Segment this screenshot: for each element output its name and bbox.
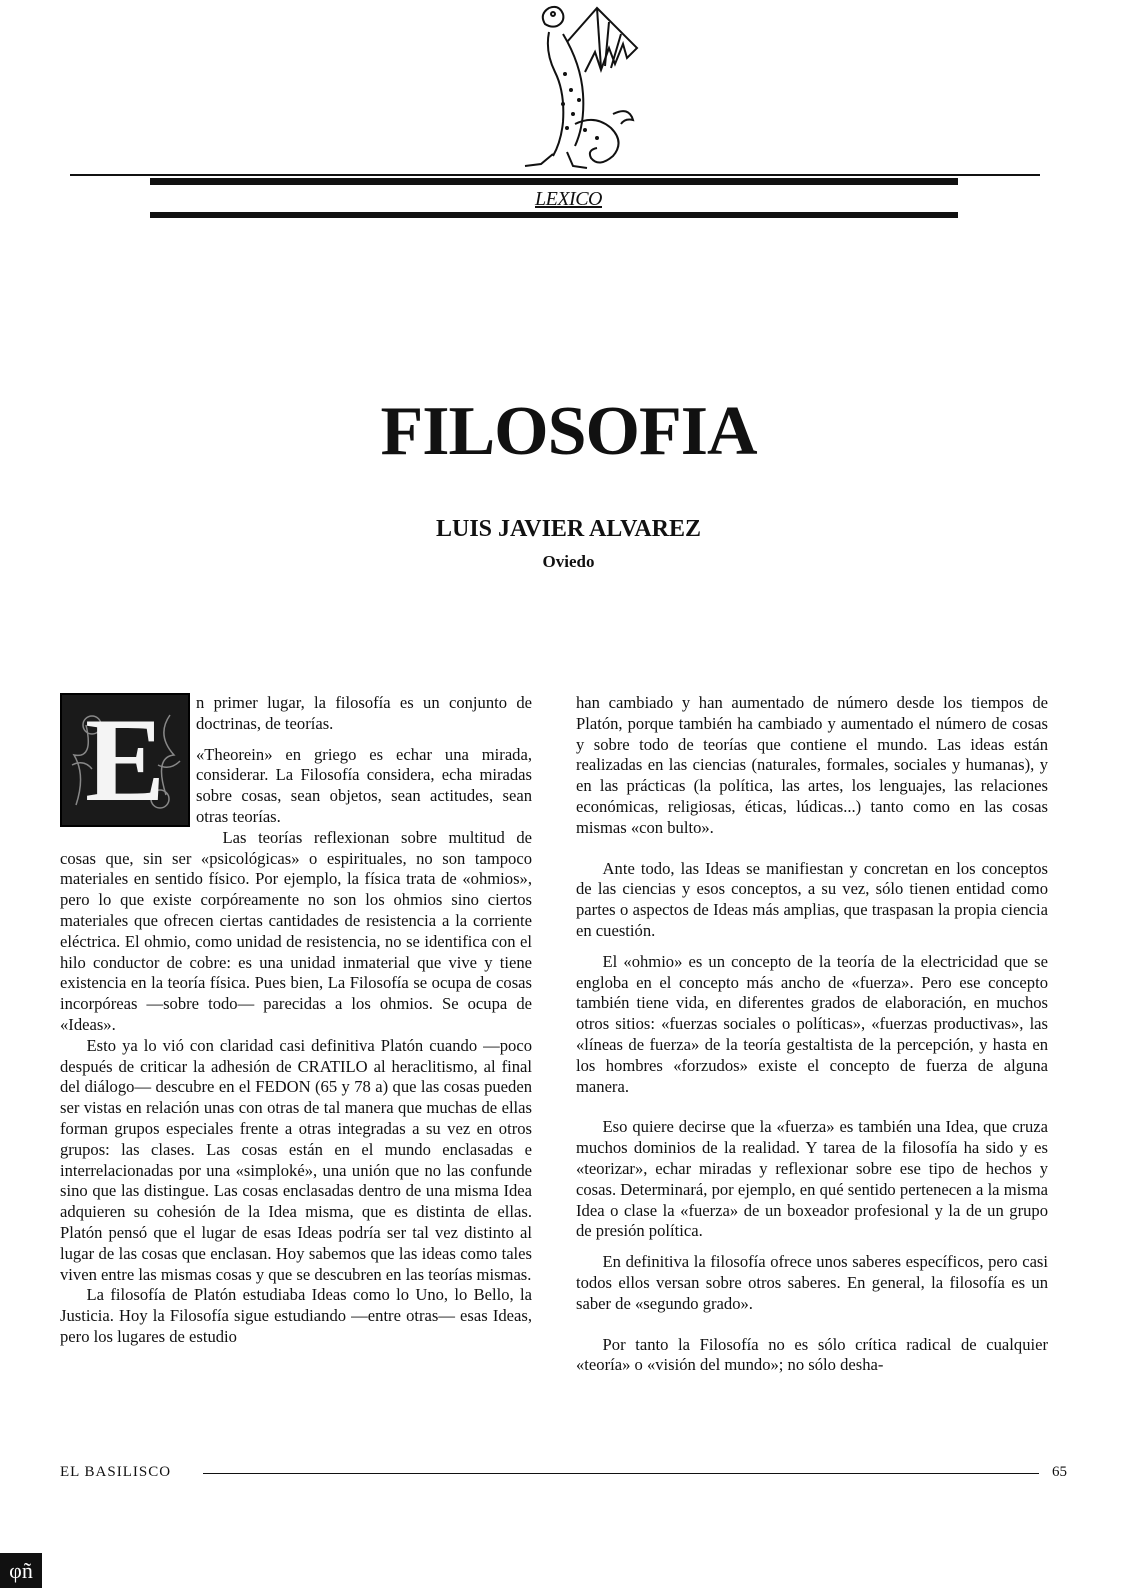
drop-cap-letter: E [84, 693, 166, 826]
corner-mark: φñ [0, 1553, 42, 1588]
paragraph: n primer lugar, la filosofía es un conjunto de doctrinas, de teorías. [196, 693, 532, 733]
drop-cap [60, 693, 190, 827]
paragraph: «Theorein» en griego es echar una mirada, considerar. La Filosofía considera, echa miradas sobre cosas, sean objetos, sean actitudes, sean otras teorías. [196, 744, 532, 826]
paragraph: Las teorías reflexionan sobre multitud de cosas que, sin ser «psicológicas» o espirituales, no son tampoco materiales en sentido físico. Por ejemplo, la física trata de «ohmios», pero lo que existe corpóreamente no son los ohmios sino ciertos materiales que ofrecen ciertas cantidades de resistencia a la corriente eléctrica. El ohmio, como unidad de resistencia, no se identifica con el hilo conductor de cobre: es una unidad inmaterial que vive y tiene existencia en la teoría física. Pues bien, La Filosofía se ocupa de cosas incorpóreas —sobre todo— parecidas a los ohmios. Se ocupa de «Ideas». [60, 827, 532, 1034]
footer-publication: EL BASILISCO [60, 1464, 172, 1480]
paragraph: El «ohmio» es un concepto de la teoría de la electricidad que se engloba en el concepto más ancho de «fuerza». Pero ese concepto también tiene vida, en diferentes grados de elaboración, en muchos otros sitios: «fuerzas sociales o políticas», «fuerzas productivas», las «líneas de fuerza» de la teoría gestaltista de la percepción, y hasta en los hombres «forzudos» existe el concepto de fuerza de alguna manera. [576, 951, 1048, 1096]
page-number: 65 [1052, 1464, 1067, 1480]
header-rule-thick-top [150, 178, 958, 185]
author-affiliation: Oviedo [542, 552, 595, 571]
section-label: LEXICO [535, 188, 602, 210]
paragraph: Esto ya lo vió con claridad casi definitiva Platón cuando —poco después de criticar la adhesión de CRATILO al heraclitismo, al final del diálogo— descubre en el FEDON (65 y 78 a) que las cosas pueden ser vistas en relación unas con otras de tal manera que muchas de ellas forman grupos especiales frente a otras integradas a su vez en otros grupos: las clases. Las cosas están en el mundo enclasadas e interrelacionadas por una «simploké», una unión que no las confunde sino que las distingue. Las cosas enclasadas dentro de una misma Idea adquieren su cohesión de la Idea misma, que es distinta de ellas. Platón pensó que el lugar de esas Ideas podría ser tal vez distinto al lugar de las cosas que enclasan. Hoy sabemos que las ideas como tales viven entre las mismas cosas y que se descubren en las teorías mismas. [60, 1035, 532, 1284]
left-column [60, 693, 532, 1348]
author-name: LUIS JAVIER ALVAREZ [435, 516, 701, 542]
paragraph: En definitiva la filosofía ofrece unos saberes específicos, pero casi todos ellos versan sobre otros saberes. En general, la filosofía es un saber de «segundo grado». [576, 1252, 1048, 1313]
dragon-emblem-icon [505, 4, 655, 174]
footer-rule [203, 1473, 1039, 1474]
paragraph: Ante todo, las Ideas se manifiestan y concretan en los conceptos de las ciencias y esos conceptos, a su vez, sólo tienen entidad como partes o aspectos de Ideas más amplias, que traspasan la propia ciencia en cuestión. [576, 858, 1048, 940]
paragraph: Eso quiere decirse que la «fuerza» es también una Idea, que cruza muchos dominios de la realidad. Y tarea de la filosofía ha sido y es «teorizar», echar miradas y reflexionar sobre ese tipo de hechos y cosas. Determinará, por ejemplo, en qué sentido pertenecen a la misma Idea o clase la «fuerza» de un boxeador profesional y la de un grupo de presión política. [576, 1117, 1048, 1241]
header-rule-top [70, 174, 1040, 176]
right-column [576, 693, 1048, 1376]
paragraph: han cambiado y han aumentado de número desde los tiempos de Platón, porque también ha cambiado y aumentado el número de cosas y sobre todo de teorías que contiene el mundo. Las ideas están realizadas en las ciencias (naturales, formales, sociales y humanas), y en las prácticas (la política, las artes, los lenguajes, las relaciones económicas, religiosas, éticas, lúdicas...) tanto como en las cosas mismas «con bulto». [576, 693, 1048, 837]
article-title: FILOSOFIA [380, 393, 757, 470]
paragraph: Por tanto la Filosofía no es sólo crítica radical de cualquier «teoría» o «visión del mundo»; no sólo desha- [576, 1334, 1048, 1375]
paragraph: La filosofía de Platón estudiaba Ideas como lo Uno, lo Bello, la Justicia. Hoy la Filosofía sigue estudiando —entre otras— esas Ideas, pero los lugares de estudio [60, 1285, 532, 1346]
header-rule-thick-bottom [150, 212, 958, 218]
